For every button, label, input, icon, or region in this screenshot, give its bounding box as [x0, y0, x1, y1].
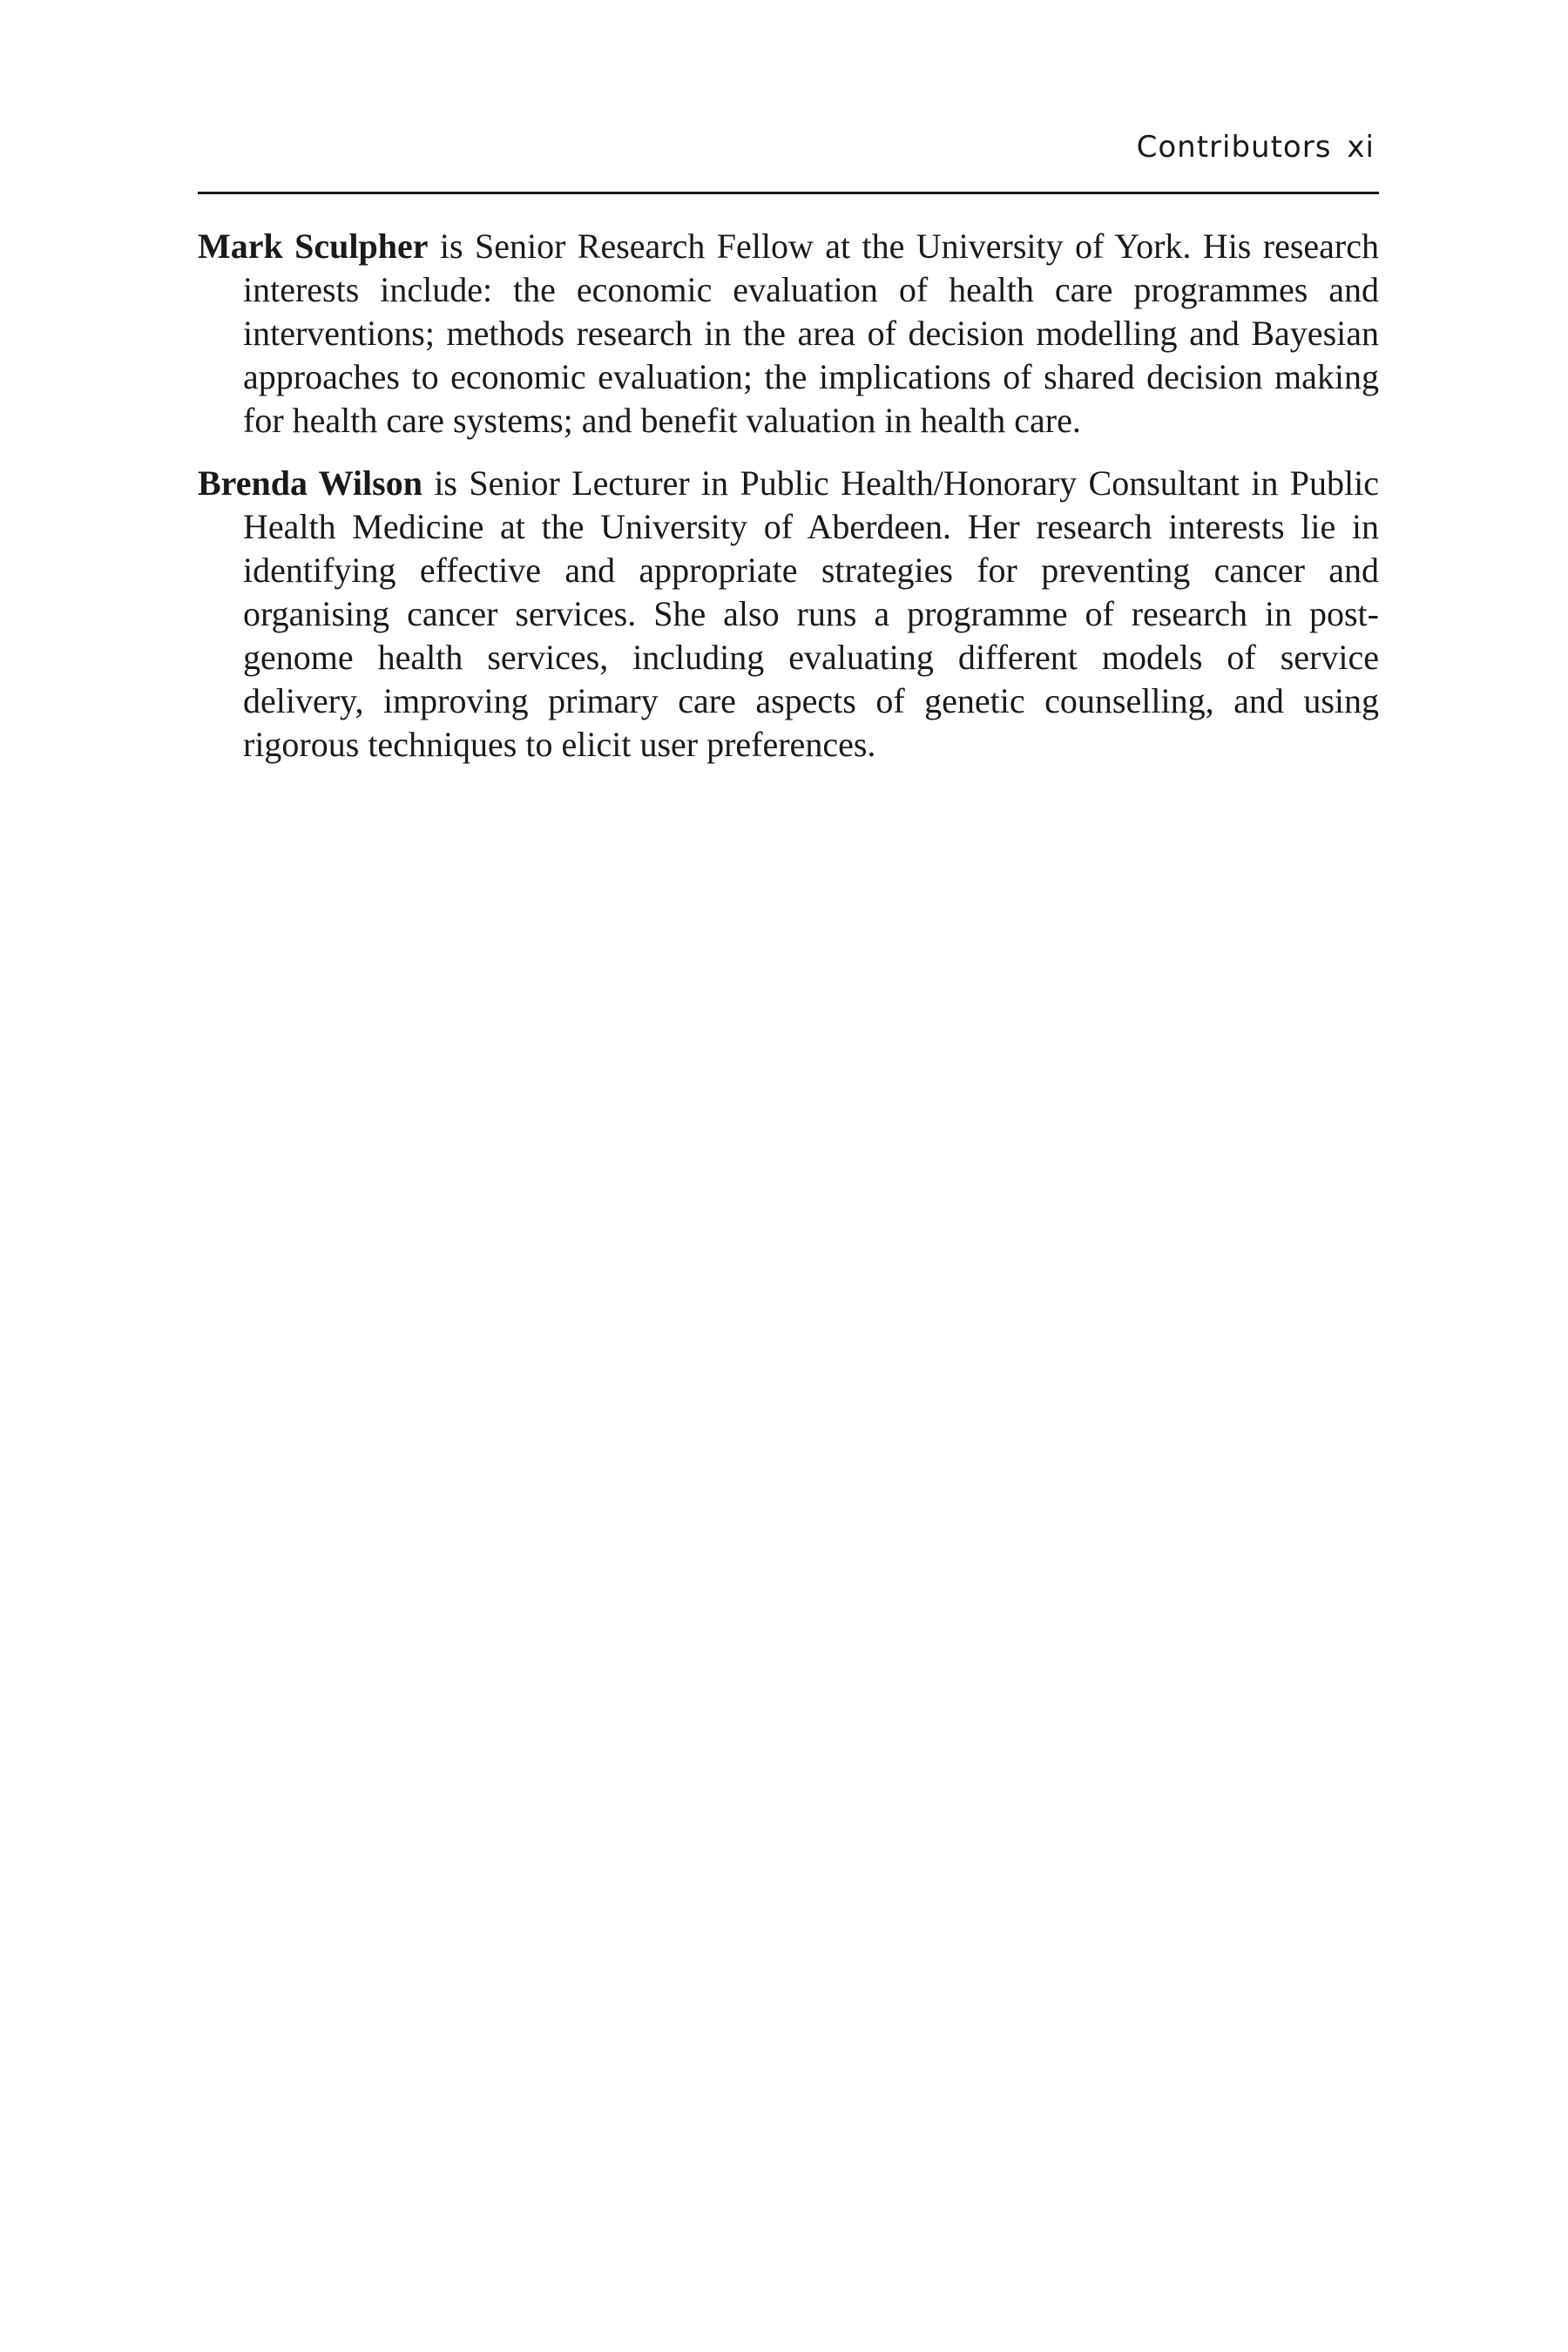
running-head — [1136, 130, 1375, 165]
contributor-entry — [198, 225, 1379, 443]
contributor-name: Mark Sculpher — [198, 226, 429, 266]
contributor-bio: is Senior Research Fellow at the University of York. His research interests include: the economic evaluation of health care programmes and interventions; methods research in the area of decision modelling and Bayesian approaches to economic evaluation; the implications of shared decision making for health care systems; and benefit valuation in health care. — [243, 226, 1379, 440]
contributor-name: Brenda Wilson — [198, 463, 422, 503]
contributor-entry — [198, 462, 1379, 767]
page-number: xi — [1347, 130, 1375, 165]
running-head-section: Contributors — [1136, 130, 1332, 165]
contributor-list — [198, 225, 1379, 786]
contributor-bio: is Senior Lecturer in Public Health/Honorary Consultant in Public Health Medicine at the University of Aberdeen. Her research interests lie in identifying effective and appropriate strategies for preventing cancer and organising cancer services. She also runs a programme of research in post-genome health services, including evaluating different models of service delivery, improving primary care aspects of genetic counselling, and using rigorous techniques to elicit user preferences. — [243, 463, 1379, 764]
header-rule — [198, 192, 1379, 194]
